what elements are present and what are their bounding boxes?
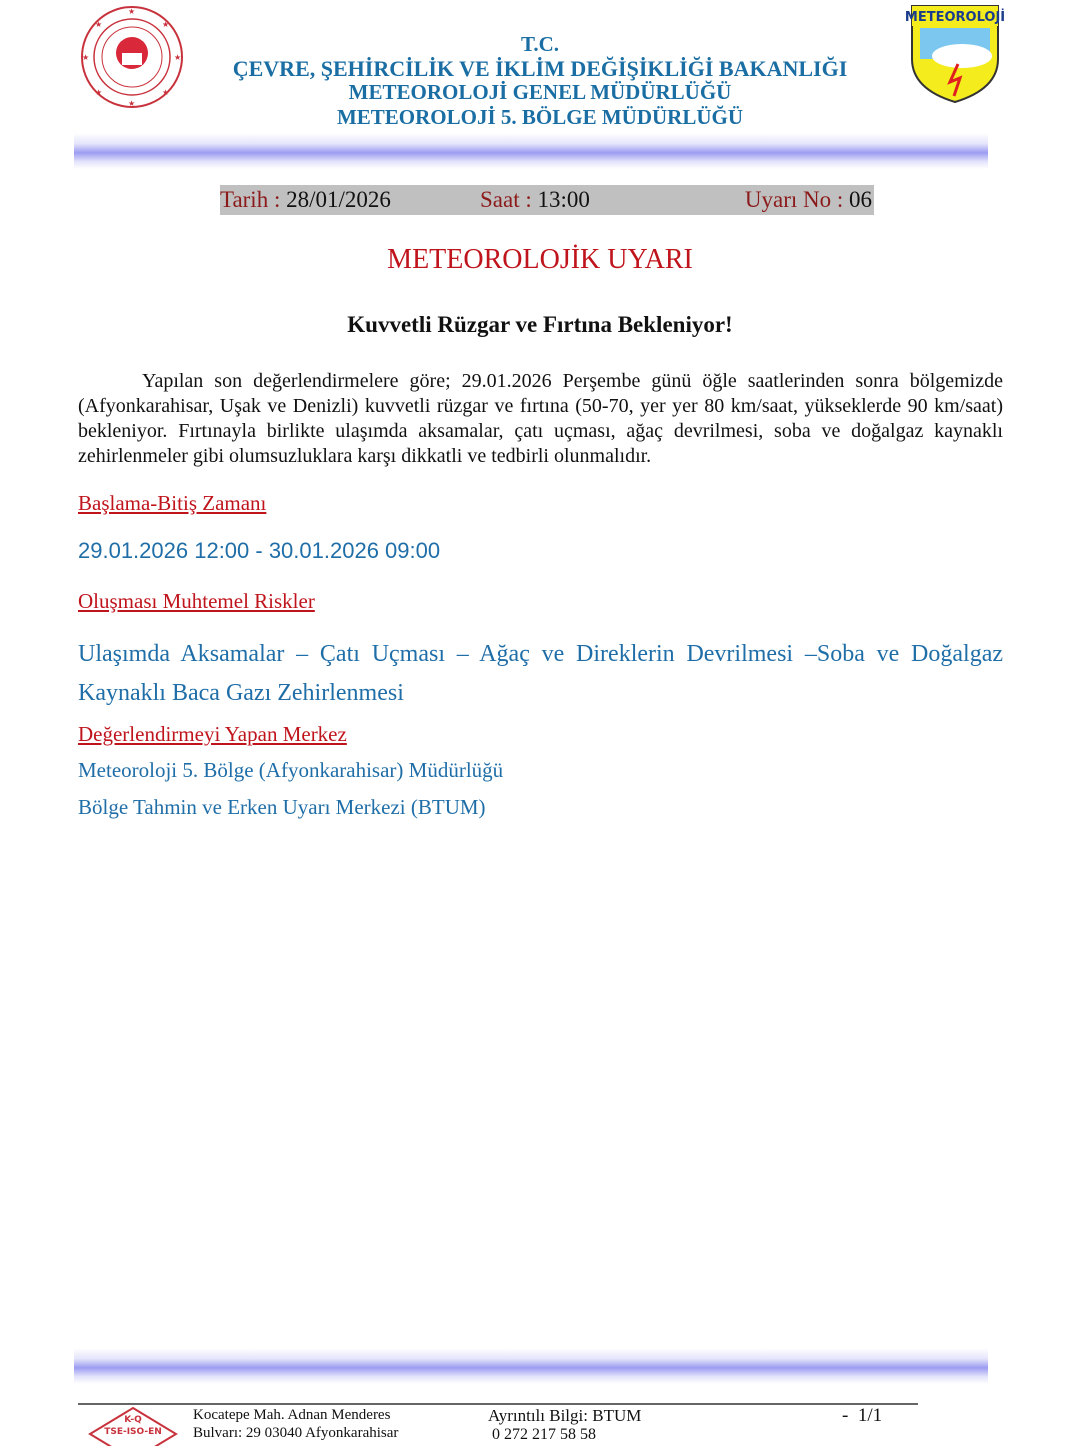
- svg-text:★: ★: [128, 99, 136, 108]
- risks-heading: Oluşması Muhtemel Riskler: [78, 589, 315, 613]
- period-value: 29.01.2026 12:00 - 30.01.2026 09:00: [78, 538, 441, 563]
- time-value: 13:00: [537, 187, 590, 212]
- svg-text:★: ★: [162, 20, 170, 29]
- footer-phone: 0 272 217 58 58: [492, 1426, 596, 1443]
- svg-text:★: ★: [174, 53, 182, 62]
- svg-text:★: ★: [95, 88, 103, 97]
- meteoroloji-logo: [904, 4, 1006, 104]
- period-heading: Başlama-Bitiş Zamanı: [78, 491, 267, 515]
- header-ministry: ÇEVRE, ŞEHİRCİLİK VE İKLİM DEĞİŞİKLİĞİ BAKANLIĞI: [232, 56, 848, 81]
- header-regional: METEOROLOJİ 5. BÖLGE MÜDÜRLÜĞÜ: [336, 105, 744, 129]
- svg-text:METEOROLOJİ: METEOROLOJİ: [904, 10, 1006, 25]
- date-label: Tarih :: [220, 187, 281, 212]
- svg-text:K-Q: K-Q: [124, 1415, 142, 1425]
- center-heading: Değerlendirmeyi Yapan Merkez: [78, 722, 347, 746]
- header-tc: T.C.: [520, 32, 560, 56]
- footer-rule: [78, 1403, 918, 1405]
- warning-no-value: 06: [849, 187, 872, 212]
- footer-divider: [74, 1348, 988, 1384]
- svg-text:★: ★: [162, 88, 170, 97]
- footer-info-1: Ayrıntılı Bilgi: BTUM: [488, 1406, 642, 1425]
- header-directorate: METEOROLOJİ GENEL MÜDÜRLÜĞÜ: [348, 80, 732, 104]
- tse-iso-logo: [88, 1406, 178, 1446]
- footer-address-1: Kocatepe Mah. Adnan Menderes: [193, 1407, 391, 1423]
- info-bar: [220, 185, 874, 215]
- center-line-1: Meteoroloji 5. Bölge (Afyonkarahisar) Müdürlüğü: [78, 758, 504, 782]
- footer-page-number: - 1/1: [842, 1405, 883, 1426]
- document-title: METEOROLOJİK UYARI: [387, 244, 693, 275]
- svg-text:★: ★: [82, 53, 90, 62]
- ministry-seal-logo: [80, 5, 185, 110]
- document-subtitle: Kuvvetli Rüzgar ve Fırtına Bekleniyor!: [347, 312, 733, 337]
- warning-no-label: Uyarı No :: [744, 187, 844, 212]
- center-line-2: Bölge Tahmin ve Erken Uyarı Merkezi (BTUM): [78, 795, 486, 819]
- warning-body: Yapılan son değerlendirmelere göre; 29.01.2026 Perşembe günü öğle saatlerinden sonra bölgemizde (Afyonkarahisar, Uşak ve Denizli) kuvvetli rüzgar ve fırtına (50-70, yer yer 80 km/saat, yükseklerde 90 km/saat) bekleniyor. Fırtınayla birlikte ulaşımda aksamalar, çatı uçması, ağaç devrilmesi, soba ve doğalgaz kaynaklı zehirlenmeler gibi olumsuzluklara karşı dikkatli ve tedbirli olunmalıdır.: [78, 370, 1003, 467]
- date-value: 28/01/2026: [286, 187, 391, 212]
- time-label: Saat :: [480, 187, 532, 212]
- footer-address-2: Bulvarı: 29 03040 Afyonkarahisar: [193, 1425, 399, 1441]
- svg-text:★: ★: [95, 20, 103, 29]
- svg-text:TSE-ISO-EN: TSE-ISO-EN: [104, 1427, 162, 1437]
- header-divider: [74, 133, 988, 169]
- risks-value: Ulaşımda Aksamalar – Çatı Uçması – Ağaç ve Direklerin Devrilmesi –Soba ve Doğalgaz Kaynaklı Baca Gazı Zehirlenmesi: [78, 641, 1003, 706]
- svg-text:★: ★: [128, 7, 136, 16]
